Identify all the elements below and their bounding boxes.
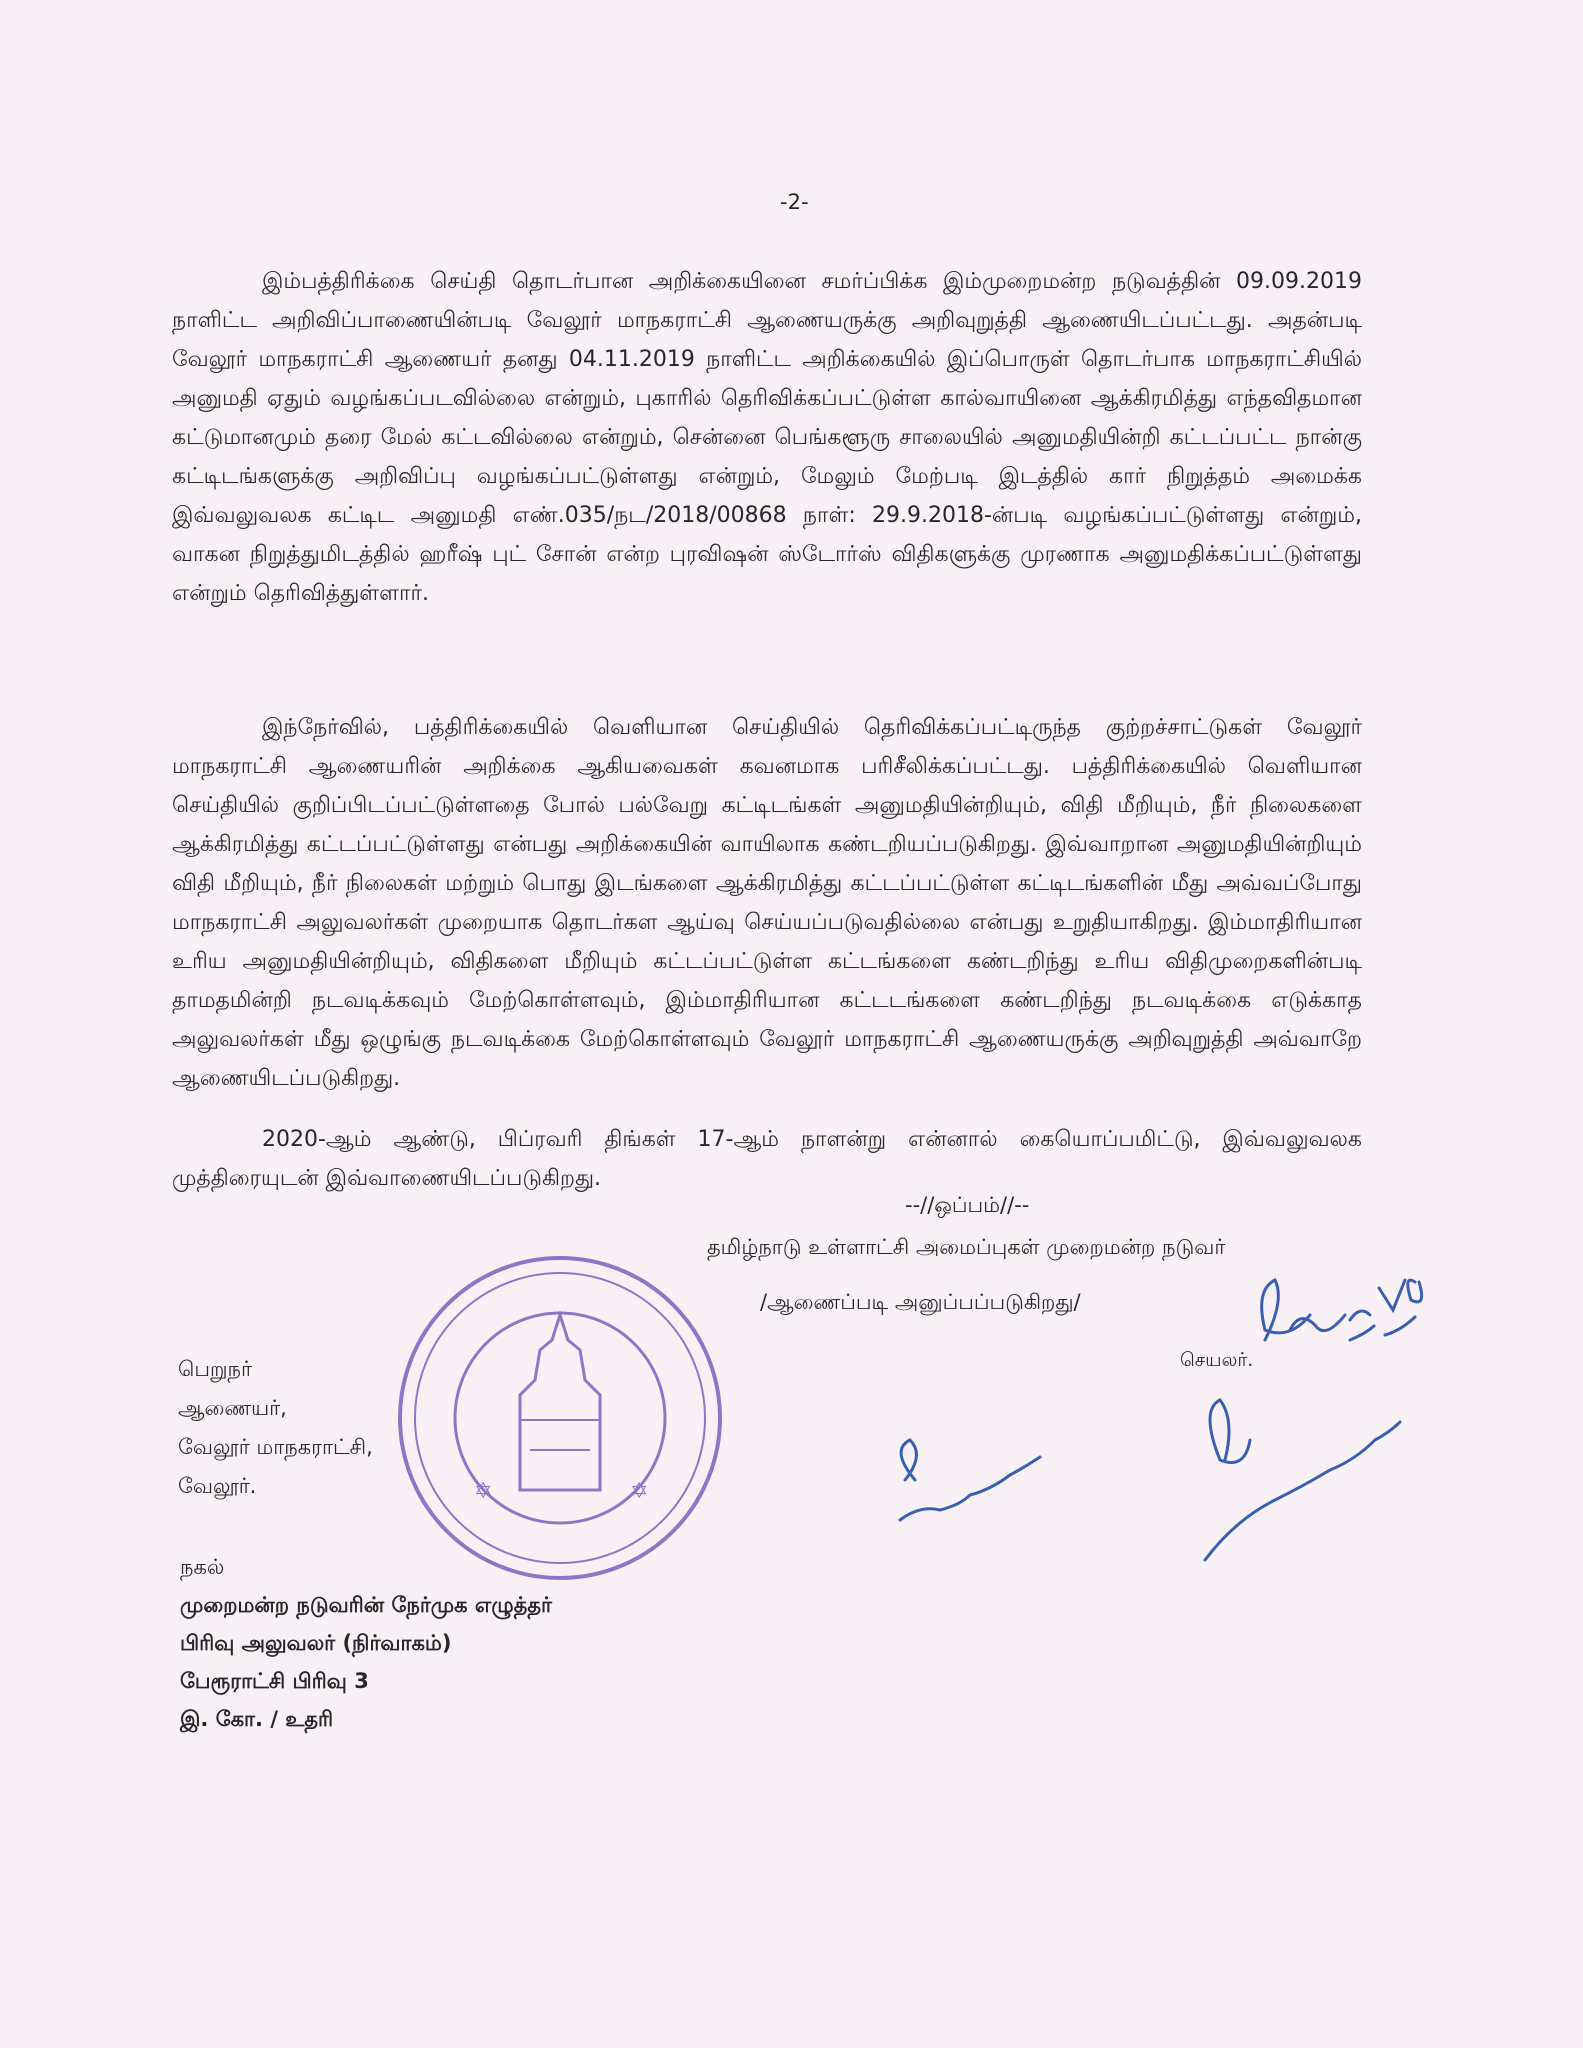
- designation: தமிழ்நாடு உள்ளாட்சி அமைப்புகள் முறைமன்ற நடுவர்: [707, 1235, 1226, 1259]
- signature-tag: --//ஒப்பம்//--: [905, 1193, 1030, 1217]
- copy-line: இ. கோ. / உதரி: [180, 1707, 334, 1731]
- recipient-label: பெறுநர்: [178, 1357, 252, 1381]
- copy-label: நகல்: [180, 1555, 225, 1579]
- handwritten-marks-icon: [900, 1280, 1422, 1560]
- secretary-label: செயலர்.: [1180, 1349, 1254, 1371]
- official-seal-icon: [400, 1258, 720, 1578]
- svg-text:✡: ✡: [630, 1479, 649, 1504]
- paragraph-findings: இந்நேர்வில், பத்திரிக்கையில் வெளியான செய்தியில் தெரிவிக்கப்பட்டிருந்த குற்றச்சாட்டுகள் வேலூர் மாநகராட்சி ஆணையரின் அறிக்கை ஆகியவைகள் கவனமாக பரிசீலிக்கப்பட்டது. பத்திரிக்கையில் வெளியான செய்தியில் குறிப்பிடப்பட்டுள்ளதை போல் பல்வேறு கட்டிடங்கள் அனுமதியின்றியும், விதி மீறியும், நீர் நிலைகளை ஆக்கிரமித்து கட்டப்பட்டுள்ளது என்பது அறிக்கையின் வாயிலாக கண்டறியப்படுகிறது. இவ்வாறான அனுமதியின்றியும் விதி மீறியும், நீர் நிலைகள் மற்றும் பொது இடங்களை ஆக்கிரமித்து கட்டப்பட்டுள்ள கட்டிடங்களின் மீது அவ்வப்போது மாநகராட்சி அலுவலர்கள் முறையாக தொடர்கள ஆய்வு செய்யப்படுவதில்லை என்பது உறுதியாகிறது. இம்மாதிரியான உரிய அனுமதியின்றியும், விதிகளை மீறியும் கட்டப்பட்டுள்ள கட்டங்களை கண்டறிந்து உரிய விதிமுறைகளின்படி தாமதமின்றி நடவடிக்கவும் மேற்கொள்ளவும், இம்மாதிரியான கட்டடங்களை கண்டறிந்து நடவடிக்கை எடுக்காத அலுவலர்கள் மீது ஒழுங்கு நடவடிக்கை மேற்கொள்ளவும் வேலூர் மாநகராட்சி ஆணையருக்கு அறிவுறுத்தி அவ்வாறே ஆணையிடப்படுகிறது.: [172, 715, 1362, 1091]
- paragraph-signing: 2020-ஆம் ஆண்டு, பிப்ரவரி திங்கள் 17-ஆம் நாளன்று என்னால் கையொப்பமிட்டு, இவ்வலுவலக முத்திரையுடன் இவ்வாணையிடப்படுகிறது.: [172, 1127, 1362, 1191]
- recipient-line: வேலூர் மாநகராட்சி,: [178, 1435, 373, 1459]
- recipient-line: வேலூர்.: [178, 1474, 257, 1498]
- paragraph-report: இம்பத்திரிக்கை செய்தி தொடர்பான அறிக்கையினை சமர்ப்பிக்க இம்முறைமன்ற நடுவத்தின் 09.09.2019 நாளிட்ட அறிவிப்பாணையின்படி வேலூர் மாநகராட்சி ஆணையருக்கு அறிவுறுத்தி ஆணையிடப்பட்டது. அதன்படி வேலூர் மாநகராட்சி ஆணையர் தனது 04.11.2019 நாளிட்ட அறிக்கையில் இப்பொருள் தொடர்பாக மாநகராட்சியில் அனுமதி ஏதும் வழங்கப்படவில்லை என்றும், புகாரில் தெரிவிக்கப்பட்டுள்ள கால்வாயினை ஆக்கிரமித்து எந்தவிதமான கட்டுமானமும் தரை மேல் கட்டவில்லை என்றும், சென்னை பெங்களூரு சாலையில் அனுமதியின்றி கட்டப்பட்ட நான்கு கட்டிடங்களுக்கு அறிவிப்பு வழங்கப்பட்டுள்ளது என்றும், மேலும் மேற்படி இடத்தில் கார் நிறுத்தம் அமைக்க இவ்வலுவலக கட்டிட அனுமதி எண்.035/நட/2018/00868 நாள்: 29.9.2018-ன்படி வழங்கப்பட்டுள்ளது என்றும், வாகன நிறுத்துமிடத்தில் ஹரீஷ் புட் சோன் என்ற புரவிஷன் ஸ்டோர்ஸ் விதிகளுக்கு முரணாக அனுமதிக்கப்பட்டுள்ளது என்றும் தெரிவித்துள்ளார்.: [172, 269, 1362, 606]
- svg-text:✡: ✡: [474, 1479, 493, 1504]
- page-number: -2-: [780, 190, 809, 214]
- copy-line: பிரிவு அலுவலர் (நிர்வாகம்): [180, 1631, 452, 1655]
- copy-line: முறைமன்ற நடுவரின் நேர்முக எழுத்தர்: [180, 1593, 553, 1617]
- copy-line: பேரூராட்சி பிரிவு 3: [180, 1669, 369, 1693]
- forwarded-note: /ஆணைப்படி அனுப்பப்படுகிறது/: [760, 1290, 1081, 1314]
- recipient-line: ஆணையர்,: [178, 1396, 287, 1420]
